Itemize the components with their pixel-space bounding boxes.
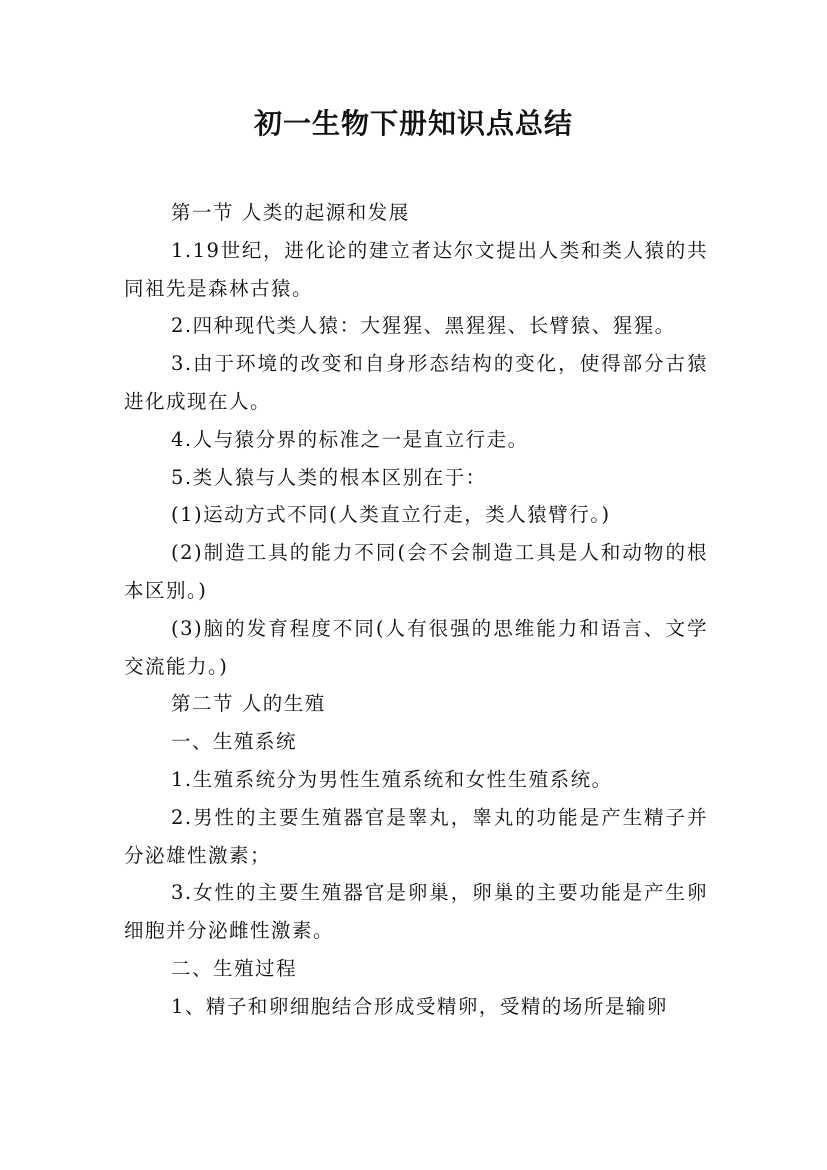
- section-heading-1: 第一节 人类的起源和发展: [171, 201, 410, 224]
- paragraph-9: 1、精子和卵细胞结合形成受精卵，受精的场所是输卵: [171, 994, 668, 1018]
- paragraph-1: 1.19世纪，进化论的建立者达尔文提出人类和类人猿的共同祖先是森林古猿。: [124, 238, 708, 300]
- paragraph-8: 3.女性的主要生殖器官是卵巢，卵巢的主要功能是产生卵细胞并分泌雌性激素。: [124, 881, 708, 943]
- list-item-3: (3)脑的发育程度不同(人有很强的思维能力和语言、文学交流能力。): [124, 616, 708, 678]
- document-body: [124, 194, 708, 1026]
- paragraph-5: 5.类人猿与人类的根本区别在于：: [171, 465, 487, 489]
- paragraph-6: 1.生殖系统分为男性生殖系统和女性生殖系统。: [171, 767, 613, 791]
- list-item-2: (2)制造工具的能力不同(会不会制造工具是人和动物的根本区别。): [124, 541, 708, 602]
- document-title: 初一生物下册知识点总结: [253, 107, 573, 140]
- paragraph-3: 3.由于环境的改变和自身形态结构的变化，使得部分古猿进化成现在人。: [124, 352, 708, 413]
- paragraph-4: 4.人与猿分界的标准之一是直立行走。: [171, 427, 529, 451]
- subsection-heading-1: 一、生殖系统: [171, 730, 298, 754]
- list-item-1: (1)运动方式不同(人类直立行走，类人猿臂行。): [171, 503, 611, 527]
- section-heading-2: 第二节 人的生殖: [171, 692, 326, 716]
- paragraph-7: 2.男性的主要生殖器官是睾丸，睾丸的功能是产生精子并分泌雄性激素；: [124, 805, 708, 867]
- subsection-heading-2: 二、生殖过程: [171, 956, 298, 980]
- paragraph-2: 2.四种现代类人猿：大猩猩、黑猩猩、长臂猿、猩猩。: [171, 314, 676, 338]
